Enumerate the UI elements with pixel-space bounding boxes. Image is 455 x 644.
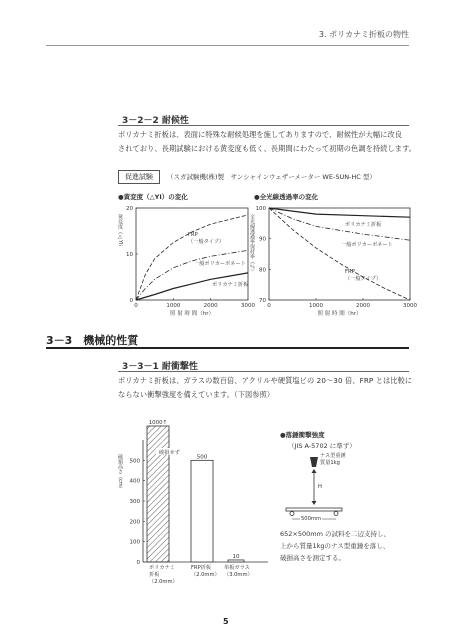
test-detail: （スガ試験機(株)製 サンシャインウェザーメーター WE-SUN-HC 型） — [167, 173, 376, 181]
y-tick-label: 200 — [129, 519, 140, 526]
weight-label — [320, 453, 346, 467]
page-number: 5 — [223, 617, 229, 626]
header-rule — [46, 45, 409, 46]
bar — [191, 460, 213, 562]
chart2-title: ●全光線透過率の変化 — [254, 193, 319, 201]
paragraph-impact — [118, 374, 418, 402]
paragraph-line: ポリカナミ折板は、ガラスの数百倍、アクリルや硬質塩ビの 20～30 倍、FRP とは比較に — [118, 376, 413, 385]
chapter-header: 3. ポリカナミ折板の物性 — [318, 30, 409, 39]
plot-frame — [269, 208, 410, 300]
bar-category-label: 折板 — [149, 572, 160, 578]
test-label-box: 促進試験 — [118, 170, 160, 184]
chart2-transmittance — [247, 202, 417, 320]
x-tick-label: 2000 — [203, 303, 218, 309]
y-tick-label: 90 — [259, 236, 266, 243]
paragraph-weather — [118, 128, 418, 156]
section-rule-thick — [46, 347, 409, 349]
label-frp: FRP — [345, 269, 355, 275]
impact-title: ●落錘衝撃強度 — [280, 431, 325, 439]
bar — [228, 560, 244, 562]
series-line — [269, 208, 410, 240]
x-axis-label: 照 射 時 間（hr） — [170, 311, 214, 317]
x-axis-label: 照 射 時 間（hr） — [317, 311, 362, 317]
y-axis-label: 破損高さ（cm） — [117, 454, 123, 492]
y-tick-label: 70 — [259, 298, 266, 304]
y-axis-label: 全光線透過率保持率（％） — [249, 214, 255, 274]
chart1-title: ●黄変度（△YI）の変化 — [118, 193, 188, 201]
y-tick-label: 10 — [126, 252, 133, 258]
y-tick-label: 0 — [129, 298, 133, 304]
arrow-head-down — [312, 501, 317, 505]
x-tick-label: 3000 — [403, 303, 417, 309]
drop-weight-icon — [310, 457, 318, 467]
span-label: 500mm — [301, 516, 322, 522]
y-tick-label: 0 — [136, 560, 140, 566]
bar-category-label: FRP折板 — [191, 565, 212, 571]
bar-category-label: （2.0mm） — [191, 572, 220, 578]
label-pc: 一般ポリカーボネート — [341, 242, 393, 248]
y-tick-label: 300 — [129, 499, 140, 505]
label-frp-sub: （一般タイプ） — [345, 276, 382, 282]
y-tick-label: 500 — [129, 458, 140, 465]
paragraph-line: ならない衝撃強度を備えています。（下図参照） — [118, 390, 275, 399]
weight-label-line: ナス型重錘 — [320, 453, 346, 459]
y-tick-label: 80 — [259, 267, 266, 274]
label-frp-sub: （一般タイプ） — [188, 239, 225, 245]
bar-category-label: （3.0mm） — [224, 572, 253, 578]
impact-note-line: 652×500mm の試料を二辺支持し、 — [280, 530, 390, 538]
bar-value-label: 500 — [196, 454, 208, 461]
y-axis-label: 黄変度（△YI） — [117, 214, 123, 250]
label-pn: ポリカナミ折板 — [212, 282, 249, 288]
label-pn: ポリカナミ折板 — [345, 222, 382, 228]
height-label: H — [318, 484, 322, 490]
support-left — [290, 512, 294, 516]
x-tick-label: 0 — [267, 303, 271, 309]
x-tick-label: 0 — [134, 303, 138, 309]
impact-note-line: 破損高さを測定する。 — [280, 554, 345, 562]
series-line — [136, 250, 248, 300]
impact-note — [280, 528, 390, 564]
weight-label-line: 質量1kg — [320, 460, 340, 466]
paragraph-line: されており、長期試験における黄変度も低く、長期間にわたって初期の色調を持続します。 — [118, 144, 417, 153]
arrow-head-up — [312, 469, 317, 473]
section-rule — [118, 125, 409, 126]
bar-category-label: 単板ガラス — [224, 565, 250, 571]
section-heading-3-3: 3－3 機械的性質 — [46, 334, 139, 347]
section-heading-3-2-2: 3－2－2 耐候性 — [122, 116, 189, 126]
y-tick-label: 400 — [129, 478, 140, 485]
section-rule — [118, 371, 409, 372]
x-tick-label: 1000 — [309, 303, 323, 309]
bar-value-label: 1000↑ — [148, 420, 168, 426]
impact-standard: （JIS A-5702 に準ず） — [288, 442, 356, 450]
series-line — [269, 208, 410, 300]
series-line — [269, 208, 410, 217]
chart1-yellowing — [116, 202, 255, 320]
label-frp: FRP — [188, 232, 198, 238]
y-tick-label: 100 — [129, 539, 140, 546]
bar-category-label: （2.0mm） — [149, 579, 178, 585]
x-tick-label: 3000 — [241, 303, 255, 309]
label-pc: 一般ポリカーボネート — [194, 261, 246, 267]
specimen-plate — [286, 508, 342, 511]
impact-bar-chart — [118, 418, 278, 618]
bar — [147, 426, 169, 562]
y-tick-label: 100 — [255, 206, 266, 212]
impact-note-line: 上から質量1kgのナス型重錘を落し、 — [280, 542, 390, 550]
section-heading-3-3-1: 3－3－1 耐衝撃性 — [122, 362, 198, 372]
x-tick-label: 2000 — [356, 303, 370, 309]
paragraph-line: ポリカナミ折板は、表面に特殊な耐候処理を施してありますので、耐候性が大幅に改良 — [118, 130, 403, 139]
bar-category-label: ポリカナミ — [149, 565, 175, 571]
annotation-label: 破損せず — [159, 450, 180, 456]
bar-value-label: 10 — [232, 553, 240, 560]
x-tick-label: 1000 — [166, 303, 181, 309]
support-right — [334, 512, 338, 516]
y-tick-label: 20 — [126, 206, 133, 212]
